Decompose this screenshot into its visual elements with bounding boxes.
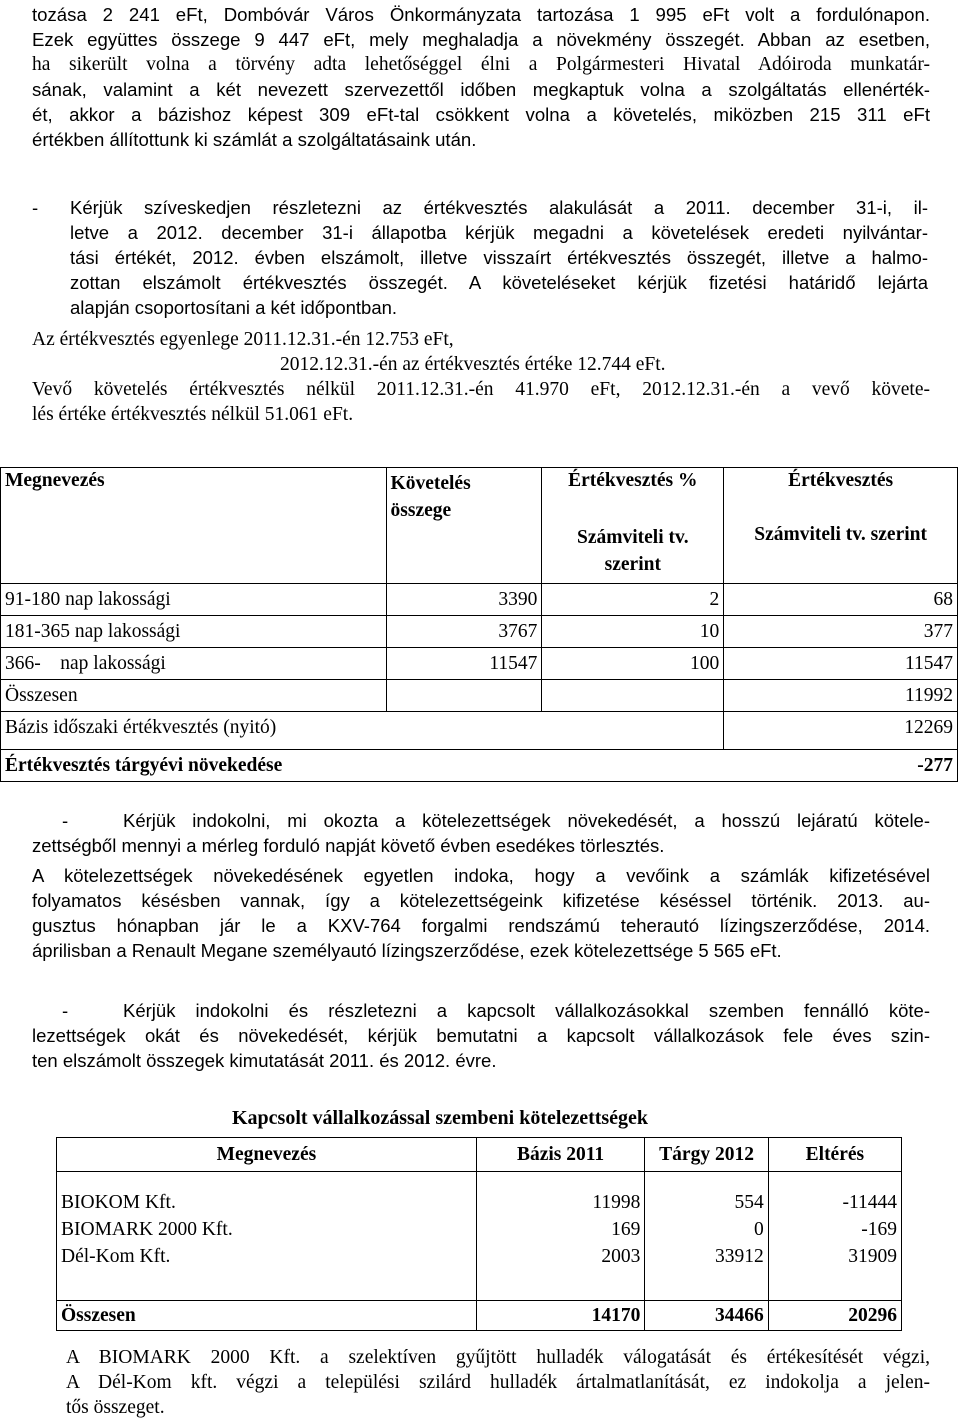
table-row <box>57 1190 902 1217</box>
text-line: lezettségek okát és növekedését, kérjük bemutatni a kapcsolt vállalkozások fele éves szin- <box>32 1025 930 1046</box>
row-val: 11547 <box>724 648 958 680</box>
text-line: A kötelezettségek növekedésének egyetlen indoka, hogy a vevőink a számlák kifizetésével <box>32 865 930 886</box>
header-pct-sub-line1: Számviteli tv. <box>577 526 689 548</box>
related-table-title: Kapcsolt vállalkozással szembeni kötelezettségek <box>232 1107 649 1129</box>
total-name: Összesen <box>1 680 387 712</box>
header-name: Megnevezés <box>57 1138 477 1172</box>
text-line: lés értéke értékvesztés nélkül 51.061 eFt. <box>32 404 354 425</box>
paragraph-request-impairment <box>32 195 930 320</box>
text-line: áprilisban a Renault Megane személyautó lízingszerződése, ezek kötelezettsége 5 565 eFt. <box>32 940 782 961</box>
header-pct-sub-line2: szerint <box>604 553 661 575</box>
text-line: tási értékét, 2012. évben elszámolt, illetve visszaírt értékvesztés összegét, illetve a halmo- <box>70 247 928 268</box>
text-line: ét, akkor a bázishoz képest 309 eFt-tal csökkent volna a követelés, miközben 215 311 eFt <box>32 104 930 125</box>
text-line: ha sikerült volna a törvény adta lehetőséggel élni a Polgármesteri Hivatal Adóiroda munkatár- <box>32 54 930 75</box>
row-base: 169 <box>476 1217 645 1244</box>
text-line: folyamatos késésben vannak, így a kötelezettségeink kifizetése késéssel történik. 2013. au- <box>32 890 930 911</box>
spacer-cell <box>768 1271 901 1301</box>
growth-val: -277 <box>724 750 958 782</box>
total-diff: 20296 <box>768 1301 901 1331</box>
text-line: sának, valamint a két nevezett szervezettől időben megkaptuk volna a szolgáltatás ellenérték- <box>32 79 930 100</box>
row-target: 0 <box>645 1217 768 1244</box>
text-line: zettségből mennyi a mérleg forduló napját követő évben esedékes törlesztés. <box>32 835 665 856</box>
paragraph-related-explanation <box>66 1345 930 1420</box>
table-row <box>1 648 958 680</box>
text-line: alapján csoportosítani a két időpontban. <box>70 297 398 318</box>
base-val: 12269 <box>724 712 958 744</box>
row-base: 11998 <box>476 1190 645 1217</box>
header-pct: Értékvesztés % <box>542 468 724 524</box>
text-line: A BIOMARK 2000 Kft. a szelektíven gyűjtött hulladék válogatását és értékesítését végzi, <box>66 1347 930 1368</box>
bullet-dash: - <box>62 810 69 831</box>
base-name: Bázis időszaki értékvesztés (nyitó) <box>1 712 724 744</box>
total-name: Összesen <box>57 1301 477 1331</box>
row-name: BIOKOM Kft. <box>57 1190 477 1217</box>
header-base: Bázis 2011 <box>476 1138 645 1172</box>
row-diff: -169 <box>768 1217 901 1244</box>
table-total-row <box>1 680 958 712</box>
text-line: tozása 2 241 eFt, Dombóvár Város Önkormányzata tartozása 1 995 eFt volt a fordulónapon. <box>32 4 930 25</box>
header-name: Megnevezés <box>1 468 387 584</box>
text-line: 2012.12.31.-én az értékvesztés értéke 12.744 eFt. <box>280 354 666 375</box>
header-val: Értékvesztés <box>724 468 958 524</box>
paragraph-request-related <box>32 998 930 1073</box>
spacer-cell <box>645 1271 768 1301</box>
paragraph-liabilities-reason <box>32 863 930 963</box>
text-line: ten elszámolt összegek kimutatását 2011. és 2012. évre. <box>32 1050 497 1071</box>
row-val: 68 <box>724 584 958 616</box>
paragraph-impairment-balance <box>32 327 930 427</box>
spacer-cell <box>57 1172 477 1190</box>
row-amount: 11547 <box>386 648 542 680</box>
header-amount-line2: összege <box>390 500 452 521</box>
total-base: 14170 <box>476 1301 645 1331</box>
text-line: Kérjük indokolni, mi okozta a kötelezettségek növekedését, a hosszú lejáratú kötele- <box>123 810 930 831</box>
header-val-sub: Számviteli tv. szerint <box>724 524 958 584</box>
table-row <box>57 1217 902 1244</box>
row-name: BIOMARK 2000 Kft. <box>57 1217 477 1244</box>
spacer-cell <box>57 1271 477 1301</box>
paragraph-request-liabilities <box>32 808 930 858</box>
header-diff: Eltérés <box>768 1138 901 1172</box>
row-target: 554 <box>645 1190 768 1217</box>
row-name: 91-180 nap lakossági <box>1 584 387 616</box>
paragraph-receivables-summary <box>32 2 930 152</box>
header-target: Tárgy 2012 <box>645 1138 768 1172</box>
header-amount-line1: Követelés <box>390 473 471 494</box>
row-pct: 2 <box>542 584 724 616</box>
table-row <box>1 616 958 648</box>
total-target: 34466 <box>645 1301 768 1331</box>
row-val: 377 <box>724 616 958 648</box>
bullet-dash: - <box>32 197 39 218</box>
bullet-dash: - <box>62 1000 69 1021</box>
spacer-row <box>57 1172 902 1190</box>
text-line: gusztus hónapban jár le a KXV-764 forgalmi rendszámú teherautó lízingszerződése, 2014. <box>32 915 930 936</box>
growth-name: Értékvesztés tárgyévi növekedése <box>1 750 724 782</box>
text-line: Az értékvesztés egyenlege 2011.12.31.-én 12.753 eFt, <box>32 329 454 350</box>
table-row <box>57 1244 902 1271</box>
row-amount: 3390 <box>386 584 542 616</box>
row-amount: 3767 <box>386 616 542 648</box>
row-pct: 100 <box>542 648 724 680</box>
spacer-row <box>57 1271 902 1301</box>
spacer-cell <box>645 1172 768 1190</box>
text-line: Kérjük indokolni és részletezni a kapcsolt vállalkozásokkal szemben fennálló köte- <box>123 1000 930 1021</box>
row-target: 33912 <box>645 1244 768 1271</box>
spacer-cell <box>476 1172 645 1190</box>
row-pct: 10 <box>542 616 724 648</box>
total-empty <box>542 680 724 712</box>
row-name: 181-365 nap lakossági <box>1 616 387 648</box>
header-amount <box>386 468 542 584</box>
row-name: Dél-Kom Kft. <box>57 1244 477 1271</box>
text-line: A Dél-Kom kft. végzi a települési szilárd hulladék ártalmatlanítását, ez indokolja a jelen- <box>66 1372 930 1393</box>
text-line: zottan elszámolt értékvesztés összegét. A követeléseket kérjük fizetési határidő lejárta <box>70 272 928 293</box>
related-liabilities-table <box>56 1137 902 1331</box>
impairment-table <box>0 467 958 782</box>
text-line: tős összeget. <box>66 1397 165 1418</box>
table-base-row <box>1 712 958 744</box>
row-diff: 31909 <box>768 1244 901 1271</box>
text-line: Kérjük szíveskedjen részletezni az értékvesztés alakulását a 2011. december 31-i, il- <box>70 197 928 218</box>
total-val: 11992 <box>724 680 958 712</box>
header-pct-sub <box>542 524 724 584</box>
spacer-cell <box>768 1172 901 1190</box>
table-header-row <box>57 1138 902 1172</box>
text-line: Vevő követelés értékvesztés nélkül 2011.12.31.-én 41.970 eFt, 2012.12.31.-én a vevő követe- <box>32 379 930 400</box>
row-base: 2003 <box>476 1244 645 1271</box>
spacer-cell <box>476 1271 645 1301</box>
table-total-row <box>57 1301 902 1331</box>
text-line: Ezek együttes összege 9 447 eFt, mely meghaladja a növekmény összegét. Abban az esetben, <box>32 29 930 50</box>
row-diff: -11444 <box>768 1190 901 1217</box>
table-header-row <box>1 468 958 524</box>
table-row <box>1 584 958 616</box>
text-line: letve a 2012. december 31-i állapotba kérjük megadni a követelések eredeti nyilvántar- <box>70 222 928 243</box>
total-empty <box>386 680 542 712</box>
row-name: 366- nap lakossági <box>1 648 387 680</box>
table-growth-row <box>1 750 958 782</box>
text-line: értékben állítottunk ki számlát a szolgáltatásaink után. <box>32 129 477 150</box>
